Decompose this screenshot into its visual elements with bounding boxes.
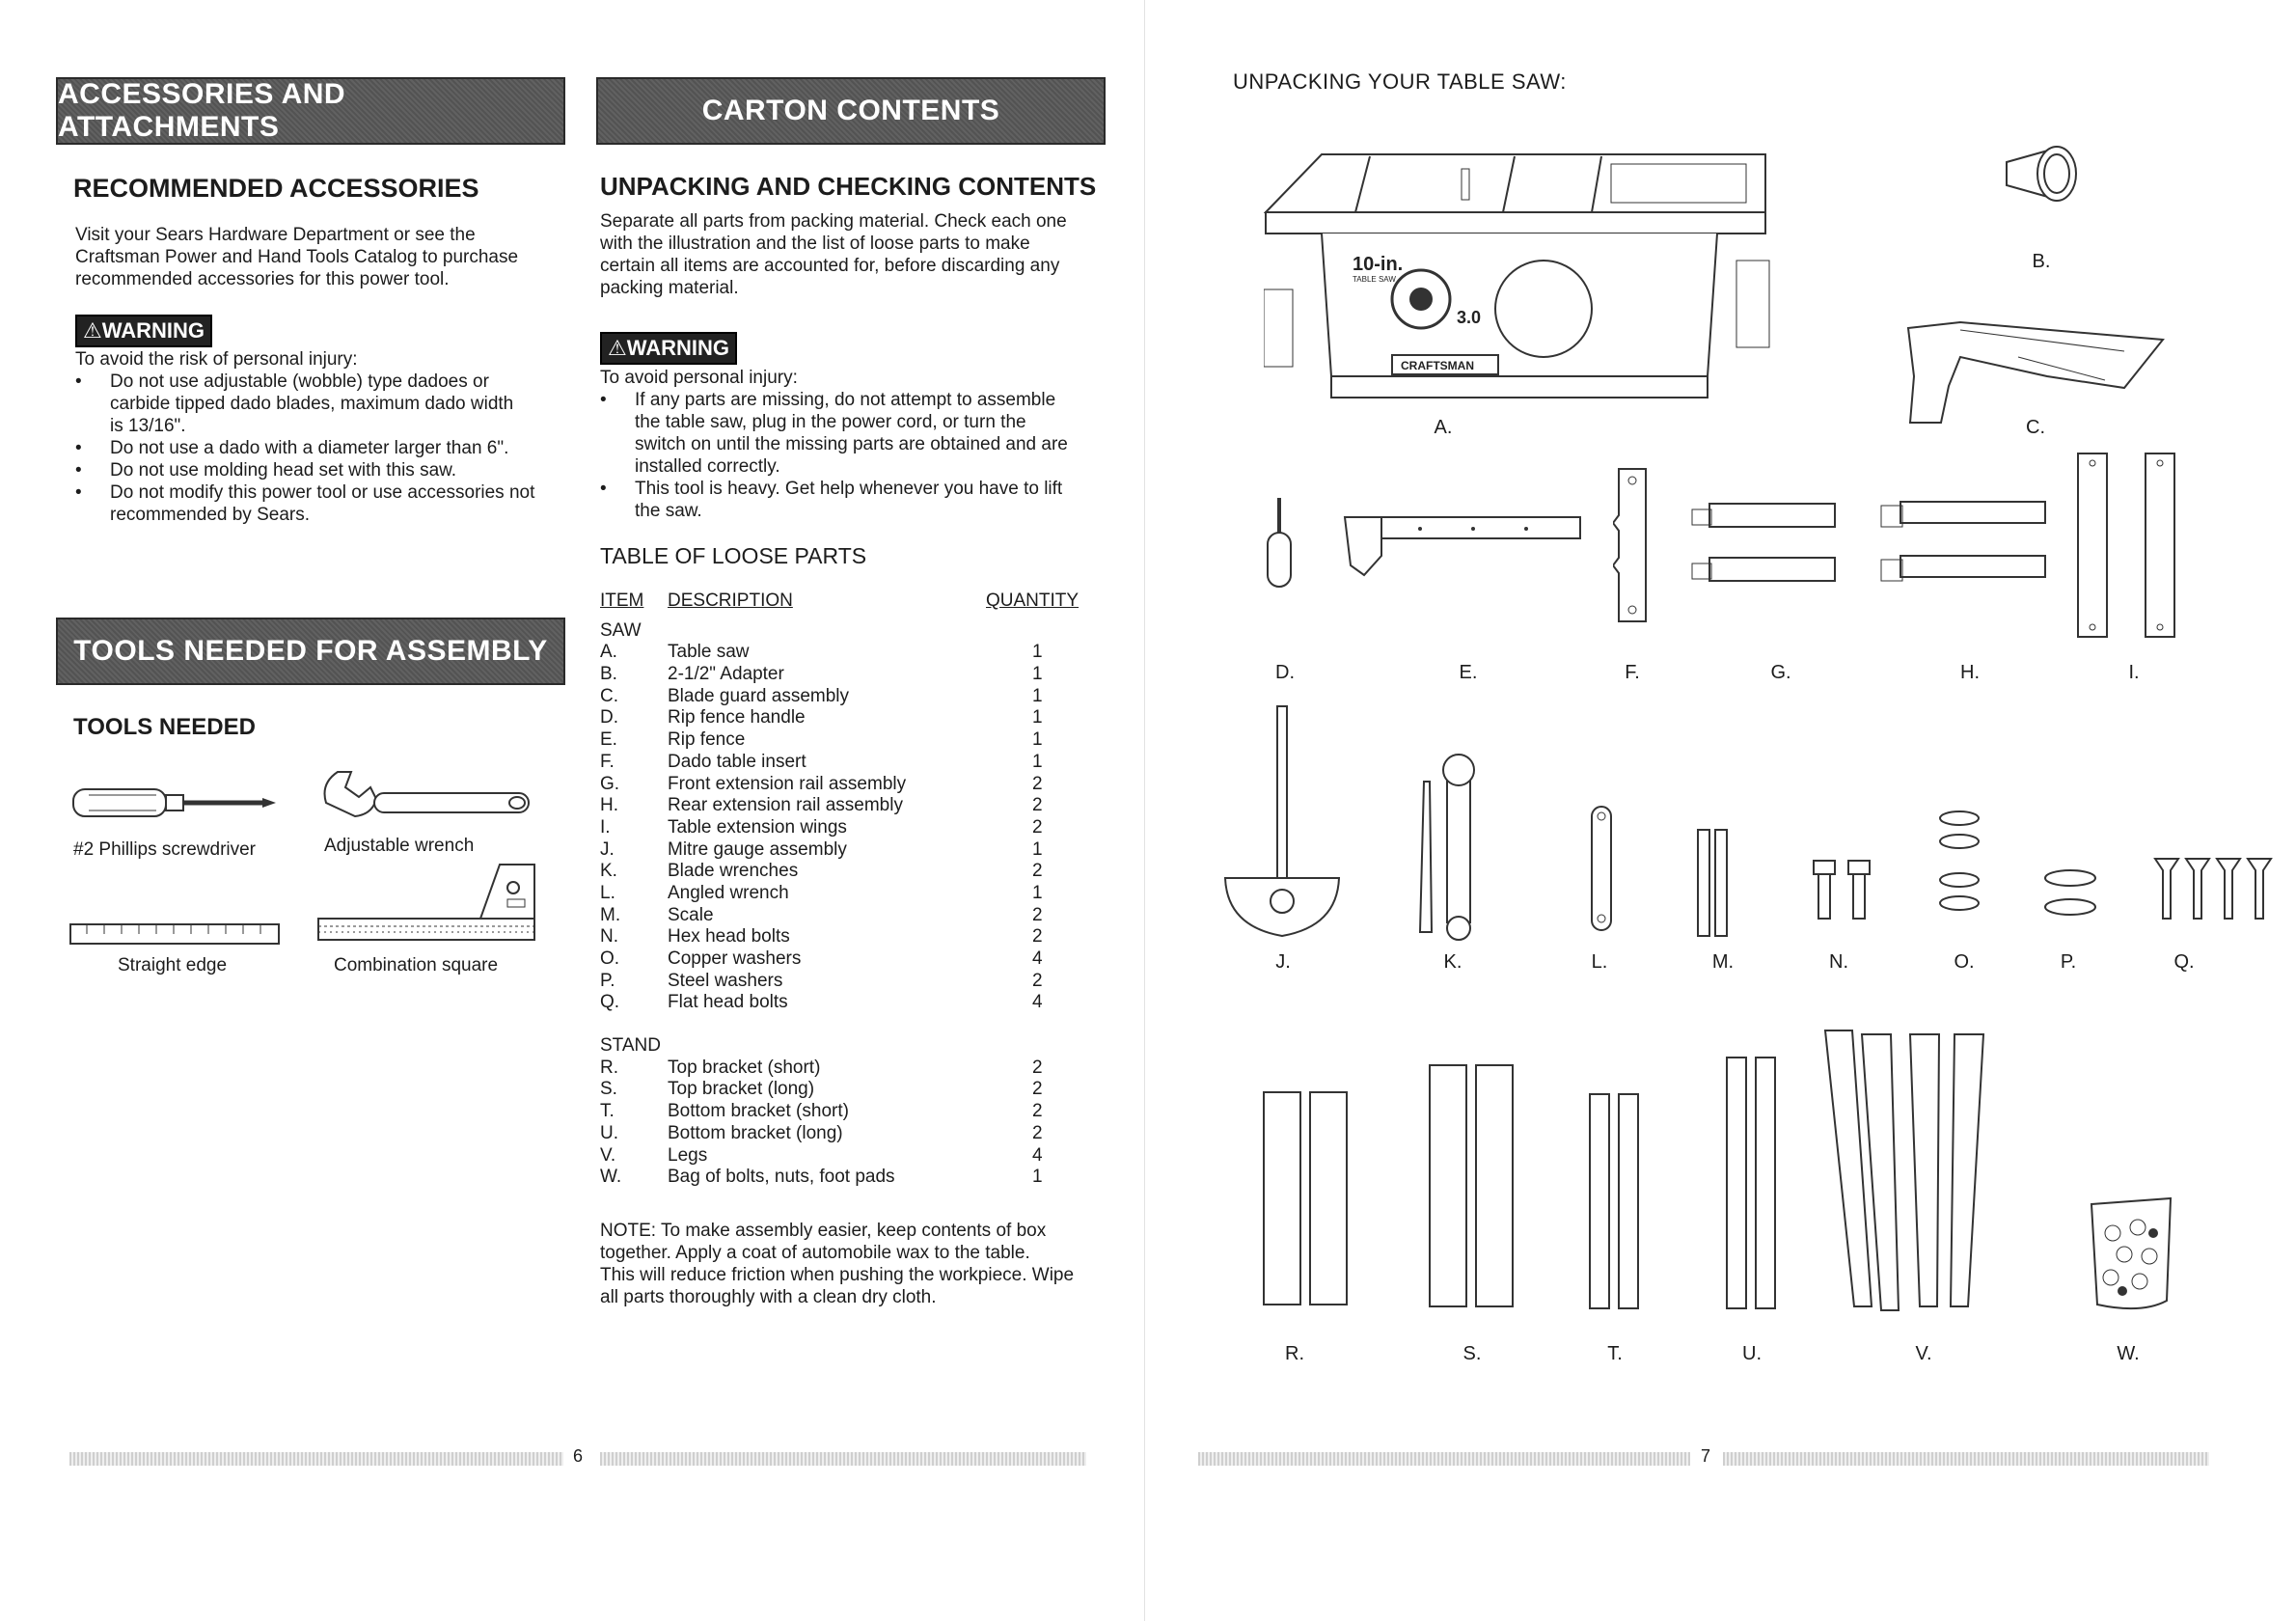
- part-quantity: 1: [1032, 729, 1043, 751]
- table-row: [600, 774, 1102, 796]
- part-description: Mitre gauge assembly: [668, 838, 847, 860]
- table-row: [600, 905, 1102, 927]
- table-row: [600, 1079, 1102, 1101]
- tools-banner: TOOLS NEEDED FOR ASSEMBLY: [56, 618, 565, 685]
- part-label: G.: [1770, 662, 1791, 683]
- part-item-letter: N.: [600, 926, 618, 948]
- part-item-letter: A.: [600, 642, 617, 663]
- saw-hp-label: 3.0: [1457, 308, 1482, 327]
- bolt-bag-icon: [2084, 1195, 2176, 1316]
- part-quantity: 1: [1032, 707, 1043, 728]
- part-description: Dado table insert: [668, 751, 806, 772]
- part-description: Steel washers: [668, 970, 783, 991]
- tool-caption: #2 Phillips screwdriver: [73, 839, 257, 860]
- part-description: 2-1/2" Adapter: [668, 664, 784, 685]
- part-label: V.: [1915, 1343, 1932, 1364]
- part-quantity: 2: [1032, 904, 1043, 925]
- part-quantity: 1: [1032, 1167, 1043, 1188]
- part-label: T.: [1607, 1343, 1623, 1364]
- col-quantity-header: QUANTITY: [986, 591, 1080, 611]
- adapter-icon: [1999, 135, 2095, 212]
- part-description: Table saw: [668, 642, 750, 663]
- group-label: SAW: [600, 619, 642, 641]
- part-quantity: 2: [1032, 861, 1043, 882]
- part-label: I.: [2128, 662, 2140, 683]
- recommended-accessories-heading: RECOMMENDED ACCESSORIES: [73, 174, 479, 203]
- page-gutter: [1144, 0, 1145, 1621]
- loose-parts-table: [600, 591, 1102, 1189]
- table-row: [600, 1167, 1102, 1189]
- part-item-letter: F.: [600, 751, 615, 772]
- part-description: Front extension rail assembly: [668, 773, 907, 794]
- table-row: [600, 926, 1102, 948]
- part-item-letter: V.: [600, 1144, 616, 1166]
- tool-caption: Combination square: [334, 955, 499, 975]
- tool-caption: Straight edge: [118, 955, 228, 975]
- text-line: Do not use a dado with a diameter larger than 6".: [110, 438, 509, 458]
- warning-badge: ⚠WARNING: [75, 315, 212, 347]
- angled-wrench-icon: [1582, 799, 1621, 934]
- part-label: Q.: [2173, 951, 2195, 973]
- text-line: Craftsman Power and Hand Tools Catalog to purchase: [75, 247, 519, 267]
- steel-washer-icon: [2041, 865, 2099, 922]
- carton-contents-banner: CARTON CONTENTS: [596, 77, 1106, 145]
- text-line: This will reduce friction when pushing the workpiece. Wipe: [600, 1265, 1075, 1285]
- part-quantity: 2: [1032, 1122, 1043, 1143]
- top-bracket-long-icon: [1426, 1061, 1522, 1312]
- front-rail-icon: [1688, 496, 1843, 602]
- part-item-letter: T.: [600, 1101, 615, 1122]
- part-quantity: 2: [1032, 773, 1043, 794]
- part-description: Bottom bracket (short): [668, 1101, 849, 1122]
- page-number: 6: [573, 1446, 584, 1466]
- group-label-stand: [600, 1035, 1102, 1058]
- table-saw-icon: [1264, 145, 1775, 405]
- part-quantity: 2: [1032, 795, 1043, 816]
- part-item-letter: J.: [600, 838, 615, 860]
- bullet-icon: •: [600, 479, 607, 499]
- part-item-letter: U.: [600, 1122, 618, 1143]
- recommended-text: [75, 224, 518, 290]
- col-description-header: DESCRIPTION: [668, 591, 793, 611]
- mitre-gauge-icon: [1221, 702, 1347, 940]
- part-item-letter: O.: [600, 948, 620, 969]
- table-row: [600, 1145, 1102, 1168]
- tool-caption: Adjustable wrench: [324, 836, 475, 856]
- part-quantity: 2: [1032, 1101, 1043, 1122]
- table-header: [600, 591, 1102, 613]
- table-row: [600, 1123, 1102, 1145]
- part-item-letter: C.: [600, 685, 618, 706]
- part-description: Copper washers: [668, 948, 802, 969]
- part-label: A.: [1434, 417, 1453, 438]
- table-row: [600, 642, 1102, 664]
- part-description: Top bracket (short): [668, 1057, 821, 1078]
- part-description: Blade guard assembly: [668, 685, 849, 706]
- table-row: [600, 948, 1102, 971]
- part-quantity: 2: [1032, 1057, 1043, 1078]
- warning-list: [75, 371, 596, 535]
- table-row: [600, 664, 1102, 686]
- blade-wrench-icon: [1414, 749, 1501, 942]
- scale-icon: [1696, 826, 1731, 942]
- bullet-icon: •: [600, 390, 607, 410]
- part-item-letter: W.: [600, 1167, 622, 1188]
- part-quantity: 4: [1032, 1144, 1043, 1166]
- part-quantity: 1: [1032, 751, 1043, 772]
- saw-type-label: TABLE SAW: [1353, 275, 1396, 284]
- table-row: [600, 861, 1102, 883]
- footer-bar: [600, 1452, 1086, 1466]
- tools-needed-heading: TOOLS NEEDED: [73, 714, 256, 740]
- table-row: [600, 752, 1102, 774]
- part-label: H.: [1960, 662, 1980, 683]
- text-line: the saw.: [635, 501, 702, 521]
- unpacking-heading: UNPACKING AND CHECKING CONTENTS: [600, 172, 1097, 201]
- part-description: Flat head bolts: [668, 992, 788, 1013]
- text-line: Do not modify this power tool or use accessories not: [110, 482, 535, 503]
- text-line: with the illustration and the list of loose parts to make: [600, 234, 1030, 254]
- part-description: Table extension wings: [668, 816, 847, 838]
- note-text: [600, 1220, 1074, 1308]
- part-quantity: 2: [1032, 1079, 1043, 1100]
- part-label: R.: [1285, 1343, 1304, 1364]
- part-label: K.: [1443, 951, 1462, 973]
- part-description: Bag of bolts, nuts, foot pads: [668, 1167, 895, 1188]
- table-row: [600, 686, 1102, 708]
- part-quantity: 1: [1032, 685, 1043, 706]
- table-row: [600, 707, 1102, 729]
- text-line: together. Apply a coat of automobile wax to the table.: [600, 1243, 1030, 1263]
- saw-brand-label: CRAFTSMAN: [1401, 359, 1474, 372]
- part-label: F.: [1625, 662, 1640, 683]
- part-quantity: 2: [1032, 816, 1043, 838]
- part-item-letter: Q.: [600, 992, 620, 1013]
- loose-parts-heading: TABLE OF LOOSE PARTS: [600, 543, 867, 568]
- part-label: S.: [1462, 1343, 1482, 1364]
- blade-guard-icon: [1902, 318, 2173, 425]
- part-label: B.: [2032, 251, 2051, 272]
- rear-rail-icon: [1877, 490, 2051, 602]
- table-row: [600, 795, 1102, 817]
- bottom-bracket-short-icon: [1586, 1090, 1644, 1312]
- text-line: NOTE: To make assembly easier, keep contents of box: [600, 1221, 1047, 1241]
- bullet-icon: •: [75, 371, 82, 392]
- part-item-letter: D.: [600, 707, 618, 728]
- text-line: installed correctly.: [635, 456, 780, 477]
- part-description: Rip fence handle: [668, 707, 806, 728]
- warning-badge: ⚠WARNING: [600, 332, 737, 365]
- top-bracket-short-icon: [1260, 1088, 1356, 1310]
- footer-bar: [1198, 1452, 1690, 1466]
- table-row: [600, 729, 1102, 752]
- part-description: Blade wrenches: [668, 861, 799, 882]
- part-item-letter: R.: [600, 1057, 618, 1078]
- accessories-banner: ACCESSORIES AND ATTACHMENTS: [56, 77, 565, 145]
- rip-fence-handle-icon: [1260, 496, 1298, 592]
- text-line: Visit your Sears Hardware Department or see the: [75, 225, 476, 245]
- part-item-letter: P.: [600, 970, 615, 991]
- part-item-letter: E.: [600, 729, 617, 751]
- table-row: [600, 971, 1102, 993]
- part-description: Scale: [668, 904, 714, 925]
- table-row: [600, 817, 1102, 839]
- stand-parts-list: [600, 1058, 1102, 1189]
- text-line: the table saw, plug in the power cord, or turn the: [635, 412, 1026, 432]
- part-item-letter: I.: [600, 816, 611, 838]
- dado-insert-icon: [1613, 467, 1652, 627]
- page-number: 7: [1701, 1446, 1711, 1466]
- part-quantity: 1: [1032, 664, 1043, 685]
- copper-washer-icon: [1935, 807, 1983, 938]
- part-item-letter: H.: [600, 795, 618, 816]
- adjustable-wrench-icon: [316, 764, 543, 832]
- part-item-letter: G.: [600, 773, 620, 794]
- bottom-bracket-long-icon: [1723, 1054, 1781, 1312]
- text-line: certain all items are accounted for, before discarding any: [600, 256, 1060, 276]
- part-description: Legs: [668, 1144, 708, 1166]
- hex-bolt-icon: [1810, 857, 1877, 924]
- part-description: Rear extension rail assembly: [668, 795, 903, 816]
- table-row: [600, 1101, 1102, 1123]
- text-line: is 13/16".: [110, 416, 186, 436]
- extension-wing-icon: [2074, 450, 2200, 643]
- part-quantity: 1: [1032, 838, 1043, 860]
- part-item-letter: K.: [600, 861, 617, 882]
- bullet-icon: •: [75, 438, 82, 458]
- table-row: [600, 992, 1102, 1014]
- group-label: STAND: [600, 1035, 661, 1057]
- bullet-icon: •: [75, 460, 82, 481]
- part-label: U.: [1742, 1343, 1762, 1364]
- part-label: P.: [2060, 951, 2077, 973]
- part-item-letter: L.: [600, 882, 615, 903]
- part-quantity: 2: [1032, 926, 1043, 948]
- part-label: J.: [1275, 951, 1291, 973]
- part-quantity: 1: [1032, 882, 1043, 903]
- footer-bar: [1723, 1452, 2209, 1466]
- footer-bar: [69, 1452, 563, 1466]
- part-description: Top bracket (long): [668, 1079, 815, 1100]
- text-line: This tool is heavy. Get help whenever you have to lift: [635, 479, 1063, 499]
- text-line: packing material.: [600, 278, 739, 298]
- part-quantity: 1: [1032, 642, 1043, 663]
- rip-fence-icon: [1343, 511, 1584, 585]
- part-label: W.: [2117, 1343, 2140, 1364]
- text-line: recommended by Sears.: [110, 505, 310, 525]
- warning-list: [600, 389, 1121, 534]
- part-description: Angled wrench: [668, 882, 789, 903]
- group-label-saw: [600, 620, 1102, 643]
- part-description: Rip fence: [668, 729, 746, 751]
- screwdriver-icon: [69, 780, 282, 828]
- part-description: Hex head bolts: [668, 926, 790, 948]
- text-line: switch on until the missing parts are obtained and are: [635, 434, 1068, 454]
- table-row: [600, 1058, 1102, 1080]
- part-quantity: 2: [1032, 970, 1043, 991]
- legs-icon: [1823, 1027, 2007, 1316]
- bullet-icon: •: [75, 482, 82, 503]
- part-item-letter: M.: [600, 904, 621, 925]
- table-row: [600, 883, 1102, 905]
- part-quantity: 4: [1032, 948, 1043, 969]
- saw-parts-list: [600, 642, 1102, 1014]
- table-row: [600, 839, 1102, 862]
- warning-intro: To avoid personal injury:: [600, 368, 798, 388]
- text-line: Do not use adjustable (wobble) type dadoes or: [110, 371, 489, 392]
- text-line: all parts thoroughly with a clean dry cloth.: [600, 1287, 937, 1307]
- text-line: If any parts are missing, do not attempt to assemble: [635, 390, 1056, 410]
- unpacking-text: [600, 210, 1067, 299]
- part-item-letter: S.: [600, 1079, 617, 1100]
- part-label: N.: [1829, 951, 1848, 973]
- part-label: D.: [1275, 662, 1295, 683]
- part-label: L.: [1591, 951, 1608, 973]
- warning-intro: To avoid the risk of personal injury:: [75, 349, 358, 370]
- combination-square-icon: [316, 861, 544, 948]
- part-description: Bottom bracket (long): [668, 1122, 843, 1143]
- part-label: O.: [1954, 951, 1975, 973]
- straight-edge-icon: [69, 922, 282, 948]
- right-page-title: UNPACKING YOUR TABLE SAW:: [1233, 69, 1567, 94]
- text-line: Separate all parts from packing material. Check each one: [600, 211, 1067, 232]
- col-item-header: ITEM: [600, 591, 644, 611]
- part-label: M.: [1711, 951, 1735, 973]
- text-line: carbide tipped dado blades, maximum dado width: [110, 394, 514, 414]
- text-line: recommended accessories for this power tool.: [75, 269, 450, 289]
- part-item-letter: B.: [600, 664, 617, 685]
- part-label: C.: [2026, 417, 2045, 438]
- saw-size-label: 10-in.: [1353, 254, 1404, 275]
- text-line: Do not use molding head set with this saw.: [110, 460, 457, 481]
- flat-head-bolt-icon: [2153, 855, 2279, 922]
- part-label: E.: [1459, 662, 1478, 683]
- part-quantity: 4: [1032, 992, 1043, 1013]
